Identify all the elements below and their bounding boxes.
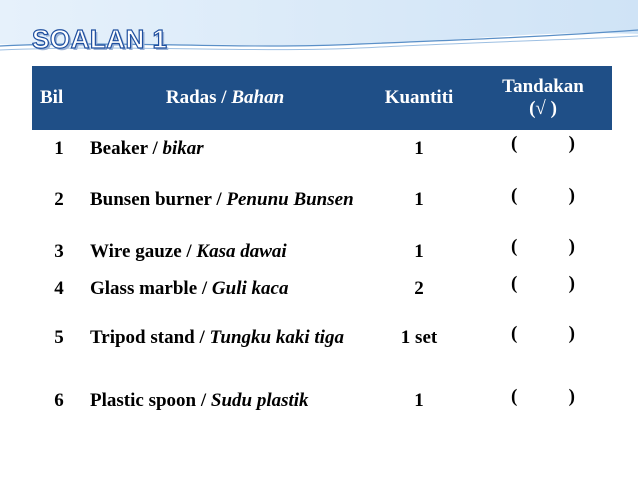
- cell-tandakan[interactable]: [474, 130, 612, 167]
- header-radas-italic: Bahan: [231, 87, 285, 108]
- header-tandakan-sub: (√ ): [529, 98, 557, 119]
- open-paren: (: [511, 184, 518, 206]
- header-tandakan: [474, 66, 612, 130]
- tick-parentheses[interactable]: [511, 270, 575, 298]
- header-kuantiti: Kuantiti: [384, 87, 454, 108]
- close-paren: ): [568, 322, 575, 344]
- apparatus-table: [32, 66, 612, 433]
- close-paren: ): [568, 385, 575, 407]
- header-radas: [86, 66, 364, 130]
- cell-radas-italic: Tungku kaki tiga: [209, 327, 344, 348]
- cell-kuantiti: 1: [414, 189, 424, 210]
- cell-kuantiti: 1: [414, 240, 424, 262]
- tick-parentheses[interactable]: [511, 182, 575, 210]
- cell-bil: 2: [54, 189, 64, 210]
- cell-radas: [86, 130, 364, 167]
- tick-parentheses[interactable]: [511, 320, 575, 348]
- table-row: [32, 270, 612, 307]
- cell-radas-italic: Penunu Bunsen: [226, 189, 354, 210]
- cell-kuantiti: 2: [414, 277, 424, 299]
- cell-kuantiti: 1: [414, 390, 424, 411]
- table-row: [32, 233, 612, 270]
- cell-bil: 3: [54, 240, 64, 262]
- header-bil: Bil: [40, 87, 64, 108]
- cell-radas-text: Beaker /: [90, 137, 163, 159]
- cell-radas: [86, 270, 364, 307]
- cell-radas-text: Bunsen burner /: [90, 189, 227, 210]
- header-tandakan-text: Tandakan: [502, 76, 584, 97]
- table-row: [32, 130, 612, 167]
- cell-radas: [86, 233, 364, 270]
- cell-radas-italic: Guli kaca: [211, 277, 289, 299]
- table-row: [32, 167, 612, 233]
- close-paren: ): [568, 236, 575, 257]
- cell-radas-italic: Sudu plastik: [210, 390, 309, 411]
- cell-radas-text: Plastic spoon /: [90, 390, 211, 411]
- cell-radas-italic: Kasa dawai: [196, 240, 287, 262]
- cell-radas-text: Tripod stand /: [90, 327, 210, 348]
- cell-bil: 4: [54, 277, 64, 299]
- cell-tandakan[interactable]: [474, 270, 612, 307]
- cell-radas: [86, 369, 364, 433]
- cell-radas-text: Glass marble /: [90, 277, 212, 299]
- cell-tandakan[interactable]: [474, 167, 612, 233]
- close-paren: ): [568, 184, 575, 206]
- tick-parentheses[interactable]: [511, 233, 575, 261]
- page-title: SOALAN 1: [32, 24, 168, 54]
- table-row: [32, 369, 612, 433]
- open-paren: (: [511, 322, 518, 344]
- cell-bil: 1: [54, 137, 64, 159]
- tick-parentheses[interactable]: [511, 130, 575, 158]
- cell-kuantiti: 1 set: [400, 327, 438, 348]
- cell-bil: 6: [54, 390, 64, 411]
- open-paren: (: [511, 385, 518, 407]
- cell-radas: [86, 307, 364, 369]
- tick-parentheses[interactable]: [511, 383, 575, 411]
- open-paren: (: [511, 236, 518, 257]
- open-paren: (: [511, 273, 518, 294]
- table-header-row: [32, 66, 612, 130]
- cell-tandakan[interactable]: [474, 307, 612, 369]
- cell-tandakan[interactable]: [474, 369, 612, 433]
- cell-tandakan[interactable]: [474, 233, 612, 270]
- cell-radas-text: Wire gauze /: [90, 240, 197, 262]
- open-paren: (: [511, 133, 518, 154]
- cell-radas: [86, 167, 364, 233]
- cell-kuantiti: 1: [414, 137, 424, 159]
- header-radas-text: Radas /: [165, 87, 232, 108]
- close-paren: ): [568, 273, 575, 294]
- table-row: [32, 307, 612, 369]
- close-paren: ): [568, 133, 575, 154]
- cell-radas-italic: bikar: [162, 137, 204, 159]
- cell-bil: 5: [54, 327, 64, 348]
